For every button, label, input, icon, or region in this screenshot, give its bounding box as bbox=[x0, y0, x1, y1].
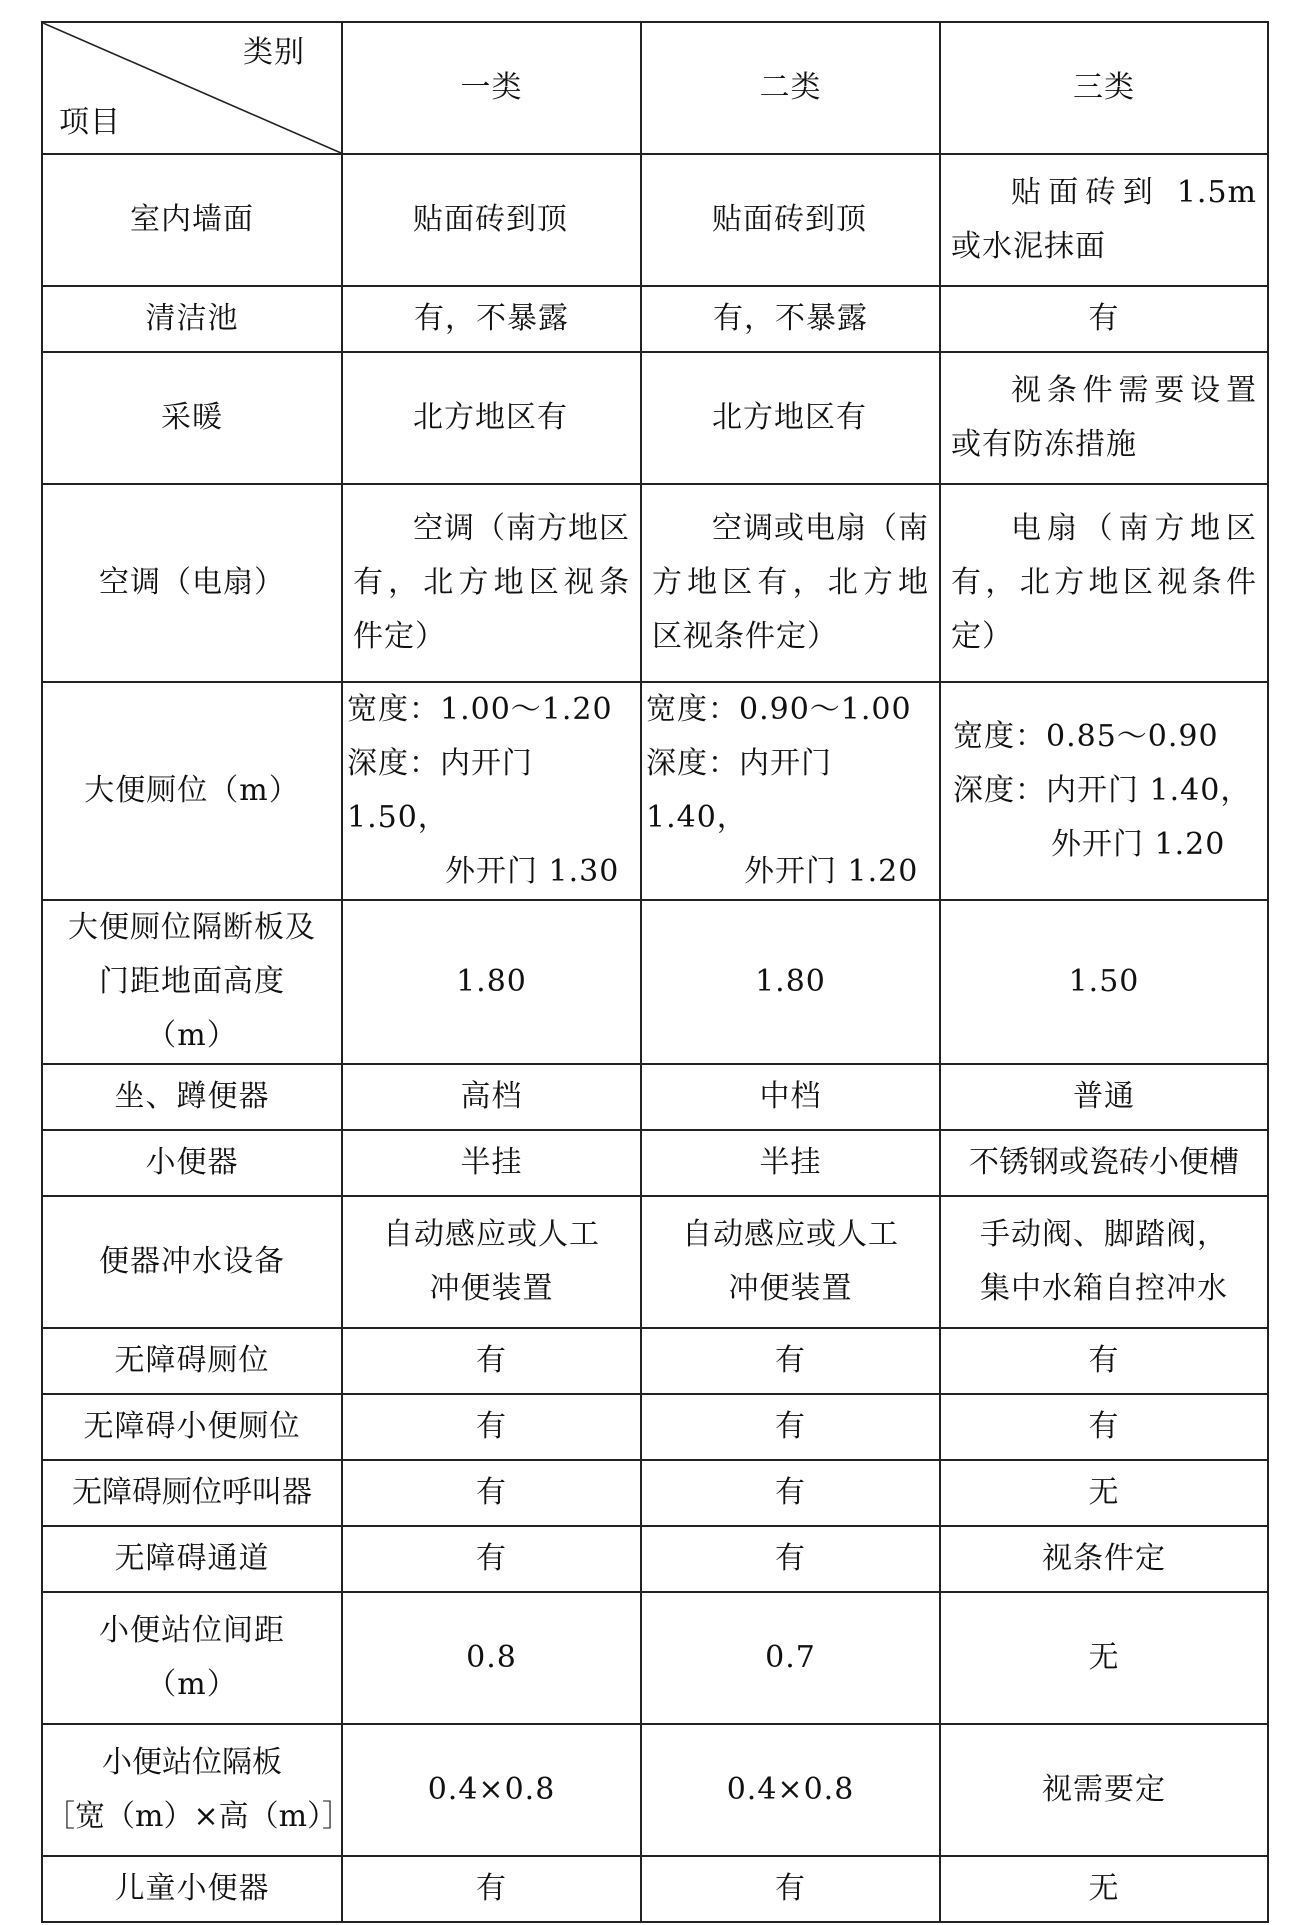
table-cell: 0.4×0.8 bbox=[641, 1724, 940, 1856]
row-item-label: 无障碍厕位呼叫器 bbox=[42, 1460, 342, 1526]
table-cell: 无 bbox=[940, 1856, 1268, 1922]
table-cell: 有 bbox=[641, 1856, 940, 1922]
table-cell: 有 bbox=[342, 1328, 641, 1394]
table-cell: 1.80 bbox=[342, 900, 641, 1064]
cell-line: 集中水箱自控冲水 bbox=[980, 1271, 1228, 1306]
item-label-line: （m） bbox=[146, 1667, 238, 1702]
item-header-label: 项目 bbox=[59, 105, 121, 140]
table-cell bbox=[641, 682, 940, 900]
row-item-label bbox=[42, 900, 342, 1064]
table-row bbox=[42, 1856, 1268, 1922]
table-cell: 无 bbox=[940, 1460, 1268, 1526]
table-row bbox=[42, 484, 1268, 682]
cell-line: 深度：内开门 1.40， bbox=[953, 773, 1252, 808]
table-cell: 视条件需要设置或有防冻措施 bbox=[940, 352, 1268, 484]
row-item-label: 便器冲水设备 bbox=[42, 1196, 342, 1328]
table-row bbox=[42, 900, 1268, 1064]
table-cell: 有 bbox=[342, 1460, 641, 1526]
table-row bbox=[42, 1592, 1268, 1724]
table-cell: 贴面砖到顶 bbox=[641, 154, 940, 286]
table-cell: 有 bbox=[342, 1394, 641, 1460]
table-cell: 有 bbox=[641, 1526, 940, 1592]
table-cell: 有 bbox=[342, 1526, 641, 1592]
table-cell: 空调或电扇（南方地区有，北方地区视条件定） bbox=[641, 484, 940, 682]
table-cell: 有 bbox=[940, 1328, 1268, 1394]
row-item-label: 无障碍通道 bbox=[42, 1526, 342, 1592]
table-row bbox=[42, 1526, 1268, 1592]
table-row bbox=[42, 1130, 1268, 1196]
row-item-label: 儿童小便器 bbox=[42, 1856, 342, 1922]
cell-line: 自动感应或人工 bbox=[383, 1217, 600, 1252]
cell-line: 手动阀、脚踏阀， bbox=[980, 1217, 1228, 1252]
cell-line: 宽度：1.00～1.20 bbox=[347, 692, 613, 727]
row-item-label: 无障碍厕位 bbox=[42, 1328, 342, 1394]
item-label-line: 小便站位隔板 bbox=[102, 1745, 282, 1780]
cell-line: 宽度：0.85～0.90 bbox=[953, 719, 1219, 754]
cell-line: 宽度：0.90～1.00 bbox=[646, 692, 912, 727]
table-row bbox=[42, 1328, 1268, 1394]
table-row bbox=[42, 1064, 1268, 1130]
row-item-label bbox=[42, 1724, 353, 1856]
diagonal-header-cell bbox=[42, 22, 342, 154]
cell-line: 冲便装置 bbox=[728, 1271, 853, 1306]
item-label-line: （m） bbox=[146, 1018, 238, 1053]
header-row bbox=[42, 22, 1268, 154]
table-cell: 0.8 bbox=[342, 1592, 641, 1724]
row-item-label: 小便器 bbox=[42, 1130, 342, 1196]
table-cell: 半挂 bbox=[641, 1130, 940, 1196]
table-cell: 0.7 bbox=[641, 1592, 940, 1724]
table-cell: 视需要定 bbox=[940, 1724, 1268, 1856]
cell-line: 深度：内开门 1.40， bbox=[646, 746, 832, 835]
table-cell: 有 bbox=[641, 1328, 940, 1394]
cell-line: 外开门 1.30 bbox=[445, 854, 620, 889]
table-cell bbox=[641, 1196, 940, 1328]
table-cell: 无 bbox=[940, 1592, 1268, 1724]
table-cell: 不锈钢或瓷砖小便槽 bbox=[940, 1130, 1268, 1196]
table-cell bbox=[940, 682, 1268, 900]
column-header-class-1: 一类 bbox=[342, 22, 641, 154]
table-cell: 高档 bbox=[342, 1064, 641, 1130]
table-row bbox=[42, 1460, 1268, 1526]
table-cell: 有 bbox=[940, 1394, 1268, 1460]
table-cell: 有 bbox=[641, 1460, 940, 1526]
table-cell: 视条件定 bbox=[940, 1526, 1268, 1592]
table-cell: 贴面砖到 1.5m 或水泥抹面 bbox=[940, 154, 1268, 286]
row-item-label: 清洁池 bbox=[42, 286, 342, 352]
table-cell bbox=[940, 1196, 1268, 1328]
table-cell: 有，不暴露 bbox=[641, 286, 940, 352]
table-cell: 有 bbox=[940, 286, 1268, 352]
cell-line: 深度：内开门 1.50， bbox=[347, 746, 533, 835]
table-cell: 北方地区有 bbox=[342, 352, 641, 484]
table-cell: 有 bbox=[641, 1394, 940, 1460]
table-cell: 1.80 bbox=[641, 900, 940, 1064]
table-row bbox=[42, 1196, 1268, 1328]
row-item-label: 采暖 bbox=[42, 352, 342, 484]
row-item-label: 坐、蹲便器 bbox=[42, 1064, 342, 1130]
table-row bbox=[42, 1724, 1268, 1856]
column-header-class-2: 二类 bbox=[641, 22, 940, 154]
table-row bbox=[42, 286, 1268, 352]
standards-table-container bbox=[41, 21, 1267, 1923]
table-cell: 电扇（南方地区有，北方地区视条件定） bbox=[940, 484, 1268, 682]
table-row bbox=[42, 682, 1268, 900]
row-item-label bbox=[42, 1592, 342, 1724]
table-row bbox=[42, 1394, 1268, 1460]
table-cell bbox=[342, 1196, 641, 1328]
table-cell: 1.50 bbox=[940, 900, 1268, 1064]
table-cell: 半挂 bbox=[342, 1130, 641, 1196]
column-header-class-3: 三类 bbox=[940, 22, 1268, 154]
item-label-line: 小便站位间距 bbox=[99, 1613, 285, 1648]
table-row bbox=[42, 154, 1268, 286]
cell-line: 外开门 1.20 bbox=[1051, 827, 1226, 862]
item-label-line: ［宽（m）×高（m）］ bbox=[45, 1799, 353, 1834]
item-label-line: 大便厕位隔断板及 bbox=[68, 910, 316, 945]
row-item-label: 空调（电扇） bbox=[42, 484, 342, 682]
table-row bbox=[42, 352, 1268, 484]
row-item-label: 无障碍小便厕位 bbox=[42, 1394, 342, 1460]
table-cell: 北方地区有 bbox=[641, 352, 940, 484]
category-header-label: 类别 bbox=[243, 35, 305, 70]
toilet-standards-table bbox=[41, 21, 1269, 1923]
row-item-label: 室内墙面 bbox=[42, 154, 342, 286]
item-label-line: 门距地面高度 bbox=[99, 964, 285, 999]
table-cell: 有，不暴露 bbox=[342, 286, 641, 352]
table-cell bbox=[342, 682, 641, 900]
table-cell: 中档 bbox=[641, 1064, 940, 1130]
table-cell: 0.4×0.8 bbox=[342, 1724, 641, 1856]
table-cell: 贴面砖到顶 bbox=[342, 154, 641, 286]
table-cell: 空调（南方地区有，北方地区视条件定） bbox=[342, 484, 641, 682]
row-item-label: 大便厕位（m） bbox=[42, 682, 342, 900]
cell-line: 冲便装置 bbox=[429, 1271, 554, 1306]
table-cell: 有 bbox=[342, 1856, 641, 1922]
cell-line: 自动感应或人工 bbox=[682, 1217, 899, 1252]
table-cell: 普通 bbox=[940, 1064, 1268, 1130]
cell-line: 外开门 1.20 bbox=[744, 854, 919, 889]
